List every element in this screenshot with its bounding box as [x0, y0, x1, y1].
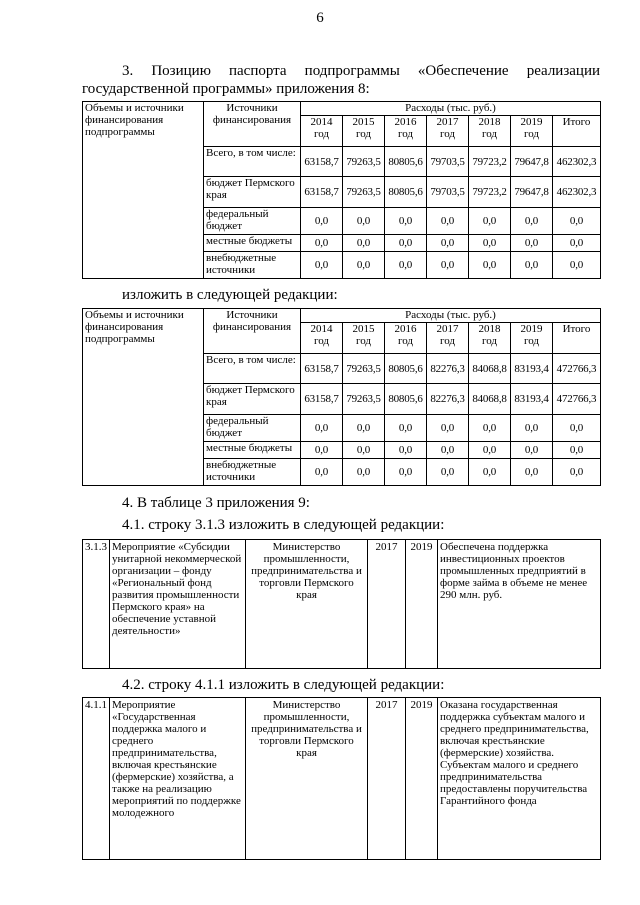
amount-cell: 0,0	[553, 235, 601, 252]
amount-cell: 63158,7	[301, 384, 343, 415]
amount-cell: 0,0	[343, 252, 385, 279]
page-number: 6	[316, 10, 324, 26]
amount-cell: 80805,6	[385, 354, 427, 384]
amount-cell: 462302,3	[553, 147, 601, 177]
amount-cell: 79263,5	[343, 147, 385, 177]
amount-cell: 0,0	[385, 252, 427, 279]
amount-cell: 79263,5	[343, 384, 385, 415]
amount-cell: 63158,7	[301, 354, 343, 384]
amount-cell: 0,0	[511, 442, 553, 459]
amount-cell: 0,0	[427, 459, 469, 486]
amount-cell: 80805,6	[385, 147, 427, 177]
year-header: 2017 год	[427, 116, 469, 147]
subprogram-funding-label: Объемы и источники финансирования подпрограммы	[83, 102, 204, 279]
amount-cell: 79723,2	[469, 177, 511, 208]
source-label: бюджет Пермского края	[204, 384, 301, 415]
amount-cell: 0,0	[427, 415, 469, 442]
amount-cell: 0,0	[553, 208, 601, 235]
amount-cell: 0,0	[385, 208, 427, 235]
year-header: 2018 год	[469, 323, 511, 354]
amount-cell: 0,0	[385, 235, 427, 252]
amount-cell: 0,0	[427, 208, 469, 235]
amount-cell: 82276,3	[427, 354, 469, 384]
year-header: 2016 год	[385, 116, 427, 147]
start-year: 2017	[368, 540, 406, 669]
expenses-header: Расходы (тыс. руб.)	[301, 102, 601, 116]
amount-cell: 0,0	[427, 252, 469, 279]
amount-cell: 0,0	[469, 252, 511, 279]
amount-cell: 82276,3	[427, 384, 469, 415]
amount-cell: 79703,5	[427, 177, 469, 208]
amount-cell: 0,0	[301, 459, 343, 486]
restate-text: изложить в следующей редакции:	[122, 287, 338, 303]
end-year: 2019	[406, 698, 438, 860]
end-year: 2019	[406, 540, 438, 669]
year-header: 2019 год	[511, 116, 553, 147]
amount-cell: 0,0	[469, 442, 511, 459]
amount-cell: 0,0	[427, 235, 469, 252]
amount-cell: 0,0	[511, 459, 553, 486]
activity-table-411	[82, 697, 601, 860]
amount-cell: 0,0	[469, 415, 511, 442]
total-header: Итого	[553, 323, 601, 354]
amount-cell: 0,0	[343, 459, 385, 486]
amount-cell: 0,0	[511, 252, 553, 279]
amount-cell: 0,0	[511, 235, 553, 252]
year-header: 2015 год	[343, 116, 385, 147]
amount-cell: 0,0	[553, 459, 601, 486]
amount-cell: 0,0	[301, 415, 343, 442]
sources-header: Источники финансирования	[204, 102, 301, 147]
amount-cell: 0,0	[511, 415, 553, 442]
year-header: 2016 год	[385, 323, 427, 354]
amount-cell: 0,0	[427, 442, 469, 459]
activity-table-313	[82, 539, 601, 669]
source-label: Всего, в том числе:	[204, 147, 301, 177]
amount-cell: 0,0	[553, 415, 601, 442]
amount-cell: 84068,8	[469, 354, 511, 384]
amount-cell: 0,0	[385, 459, 427, 486]
source-label: федеральный бюджет	[204, 208, 301, 235]
section-4-2-heading: 4.2. строку 4.1.1 изложить в следующей редакции:	[122, 677, 445, 693]
amount-cell: 79263,5	[343, 354, 385, 384]
section-3-text	[82, 62, 600, 98]
year-header: 2017 год	[427, 323, 469, 354]
amount-cell: 0,0	[553, 252, 601, 279]
expected-result: Обеспечена поддержка инвестиционных проектов промышленных предприятий в форме займа в объеме не менее 290 млн. руб.	[438, 540, 601, 669]
source-label: Всего, в том числе:	[204, 354, 301, 384]
year-header: 2014 год	[301, 323, 343, 354]
amount-cell: 0,0	[301, 252, 343, 279]
source-label: местные бюджеты	[204, 235, 301, 252]
amount-cell: 0,0	[553, 442, 601, 459]
source-label: бюджет Пермского края	[204, 177, 301, 208]
total-header: Итого	[553, 116, 601, 147]
source-label: федеральный бюджет	[204, 415, 301, 442]
year-header: 2015 год	[343, 323, 385, 354]
amount-cell: 83193,4	[511, 384, 553, 415]
year-header: 2018 год	[469, 116, 511, 147]
source-label: внебюджетные источники	[204, 252, 301, 279]
section-4-1-heading: 4.1. строку 3.1.3 изложить в следующей редакции:	[122, 517, 445, 533]
activity-description: Мероприятие «Государственная поддержка малого и среднего предпринимательства, включая крестьянские (фермерские) хозяйства, а также на реализацию мероприятий по поддержке молодежного	[110, 698, 246, 860]
amount-cell: 80805,6	[385, 384, 427, 415]
amount-cell: 80805,6	[385, 177, 427, 208]
year-header: 2019 год	[511, 323, 553, 354]
amount-cell: 0,0	[301, 235, 343, 252]
amount-cell: 0,0	[511, 208, 553, 235]
amount-cell: 79263,5	[343, 177, 385, 208]
amount-cell: 79647,8	[511, 177, 553, 208]
sources-header: Источники финансирования	[204, 309, 301, 354]
start-year: 2017	[368, 698, 406, 860]
amount-cell: 79647,8	[511, 147, 553, 177]
amount-cell: 0,0	[343, 208, 385, 235]
amount-cell: 472766,3	[553, 354, 601, 384]
row-code: 3.1.3	[83, 540, 110, 669]
expenses-header: Расходы (тыс. руб.)	[301, 309, 601, 323]
amount-cell: 84068,8	[469, 384, 511, 415]
financing-table-new	[82, 308, 601, 486]
financing-table-old	[82, 101, 601, 279]
amount-cell: 0,0	[385, 442, 427, 459]
amount-cell: 0,0	[469, 235, 511, 252]
amount-cell: 0,0	[469, 459, 511, 486]
amount-cell: 472766,3	[553, 384, 601, 415]
amount-cell: 0,0	[301, 442, 343, 459]
section-3-line-2: государственной программы» приложения 8:	[82, 81, 370, 97]
executor: Министерство промышленности, предпринимательства и торговли Пермского края	[246, 540, 368, 669]
amount-cell: 0,0	[301, 208, 343, 235]
source-label: внебюджетные источники	[204, 459, 301, 486]
activity-description: Мероприятие «Субсидии унитарной некоммерческой организации – фонду «Региональный фонд развития промышленности Пермского края» на обеспечение уставной деятельности»	[110, 540, 246, 669]
year-header: 2014 год	[301, 116, 343, 147]
amount-cell: 83193,4	[511, 354, 553, 384]
source-label: местные бюджеты	[204, 442, 301, 459]
expected-result: Оказана государственная поддержка субъектам малого и среднего предпринимательства, включая крестьянские (фермерские) хозяйства. Субъектам малого и среднего предпринимательства предоставлены поручительства Гарантийного фонда	[438, 698, 601, 860]
amount-cell: 0,0	[385, 415, 427, 442]
amount-cell: 63158,7	[301, 147, 343, 177]
amount-cell: 79703,5	[427, 147, 469, 177]
amount-cell: 462302,3	[553, 177, 601, 208]
section-3-line-1: 3. Позицию паспорта подпрограммы «Обеспечение реализации	[122, 63, 600, 79]
executor: Министерство промышленности, предпринимательства и торговли Пермского края	[246, 698, 368, 860]
amount-cell: 79723,2	[469, 147, 511, 177]
section-4-heading: 4. В таблице 3 приложения 9:	[122, 495, 310, 511]
row-code: 4.1.1	[83, 698, 110, 860]
amount-cell: 0,0	[343, 235, 385, 252]
subprogram-funding-label: Объемы и источники финансирования подпрограммы	[83, 309, 204, 486]
amount-cell: 0,0	[343, 415, 385, 442]
amount-cell: 0,0	[343, 442, 385, 459]
amount-cell: 0,0	[469, 208, 511, 235]
amount-cell: 63158,7	[301, 177, 343, 208]
